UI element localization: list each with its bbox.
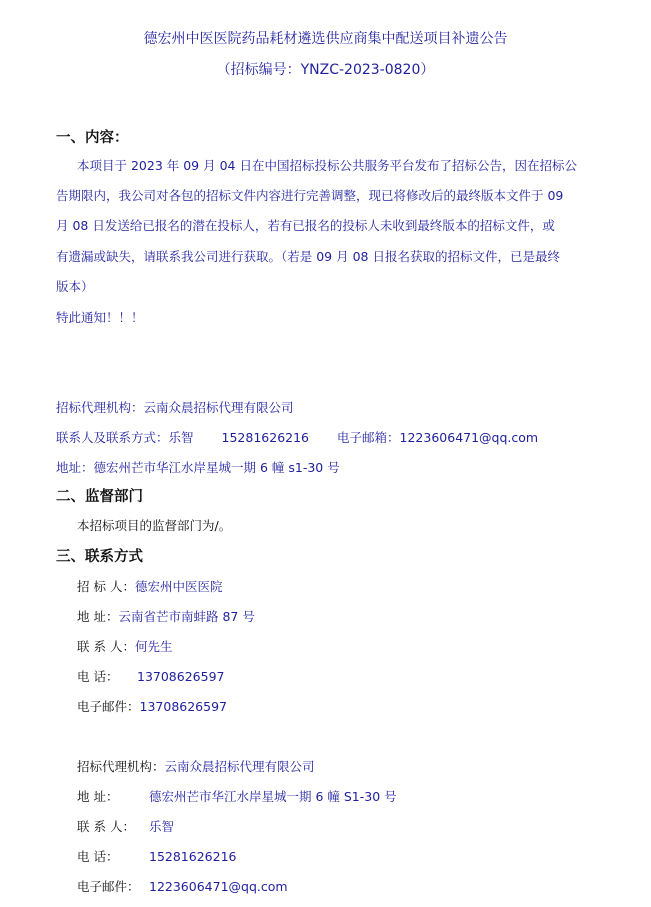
agency-address-row <box>77 789 397 805</box>
tenderer-value: 德宏州中医医院 <box>134 579 223 594</box>
tenderer-phone-value: 13708626597 <box>137 669 225 684</box>
agency-phone-label: 电 话： <box>77 849 119 864</box>
doc-title: 德宏州中医医院药品耗材遴选供应商集中配送项目补遗公告 <box>143 31 508 47</box>
contact-email[interactable]: 1223606471@qq.com <box>399 430 539 445</box>
address-line: 地址：德宏州芒市华江水岸星城一期 6 幢 s1-30 号 <box>56 460 340 475</box>
content-line-3: 月 08 日发送给已报名的潜在投标人，若有已报名的投标人未收到最终版本的招标文件，或 <box>56 218 555 233</box>
contact-phone: 15281626216 <box>221 430 310 445</box>
special-notice: 特此通知！！！ <box>56 310 144 325</box>
agency-email-value[interactable]: 1223606471@qq.com <box>149 879 288 894</box>
agency-address-value: 德宏州芒市华江水岸星城一期 6 幢 S1-30 号 <box>149 789 397 804</box>
tenderer-address-row <box>77 609 255 625</box>
tenderer-label: 招 标 人： <box>77 579 135 594</box>
agency-email-label: 电子邮件： <box>77 879 140 894</box>
tenderer-row <box>77 579 222 595</box>
content-line-5: 版本） <box>56 279 94 294</box>
section-3-heading: 三、联系方式 <box>56 549 143 565</box>
contact-person: 乐智 <box>168 430 194 445</box>
email-label: 电子邮箱： <box>337 430 400 445</box>
contact-label: 联系人及联系方式： <box>56 430 169 445</box>
content-line-1: 本项目于 2023 年 09 月 04 日在中国招标投标公共服务平台发布了招标公告，因在招标公 <box>77 158 577 173</box>
tenderer-email-label: 电子邮件： <box>77 699 140 714</box>
tenderer-phone-row <box>77 669 224 685</box>
agency-contact-value: 乐智 <box>149 819 175 834</box>
tenderer-contact-label: 联 系 人： <box>77 639 135 654</box>
tenderer-contact-value: 何先生 <box>134 639 173 654</box>
tenderer-phone-label: 电 话： <box>77 669 119 684</box>
content-line-2: 告期限内，我公司对各包的招标文件内容进行完善调整，现已将修改后的最终版本文件于 09 <box>56 188 564 203</box>
agency-value: 云南众晨招标代理有限公司 <box>164 759 315 774</box>
tenderer-email-row <box>77 699 227 715</box>
supervision-text: 本招标项目的监督部门为/。 <box>77 518 232 533</box>
section-1-heading: 一、内容： <box>56 130 129 146</box>
contact-line <box>56 430 538 446</box>
tenderer-address-value: 云南省芒市南蚌路 87 号 <box>118 609 255 624</box>
tenderer-address-label: 地 址： <box>77 609 119 624</box>
section-2-heading: 二、监督部门 <box>56 489 143 505</box>
agency-phone-value: 15281626216 <box>149 849 237 864</box>
agency-contact-label: 联 系 人： <box>77 819 135 834</box>
doc-project-number: （招标编号：YNZC-2023-0820） <box>216 62 435 78</box>
agency-contact-row <box>77 819 174 835</box>
tenderer-contact-row <box>77 639 172 655</box>
agency-row <box>77 759 315 775</box>
tenderer-email-value: 13708626597 <box>139 699 227 714</box>
agency-address-label: 地 址： <box>77 789 119 804</box>
agency-phone-row <box>77 849 236 865</box>
content-line-4: 有遗漏或缺失，请联系我公司进行获取。（若是 09 月 08 日报名获取的招标文件，已是最终 <box>56 249 560 264</box>
agency-label: 招标代理机构： <box>77 759 165 774</box>
agency-email-row <box>77 879 288 895</box>
agency-line: 招标代理机构：云南众晨招标代理有限公司 <box>56 400 294 415</box>
